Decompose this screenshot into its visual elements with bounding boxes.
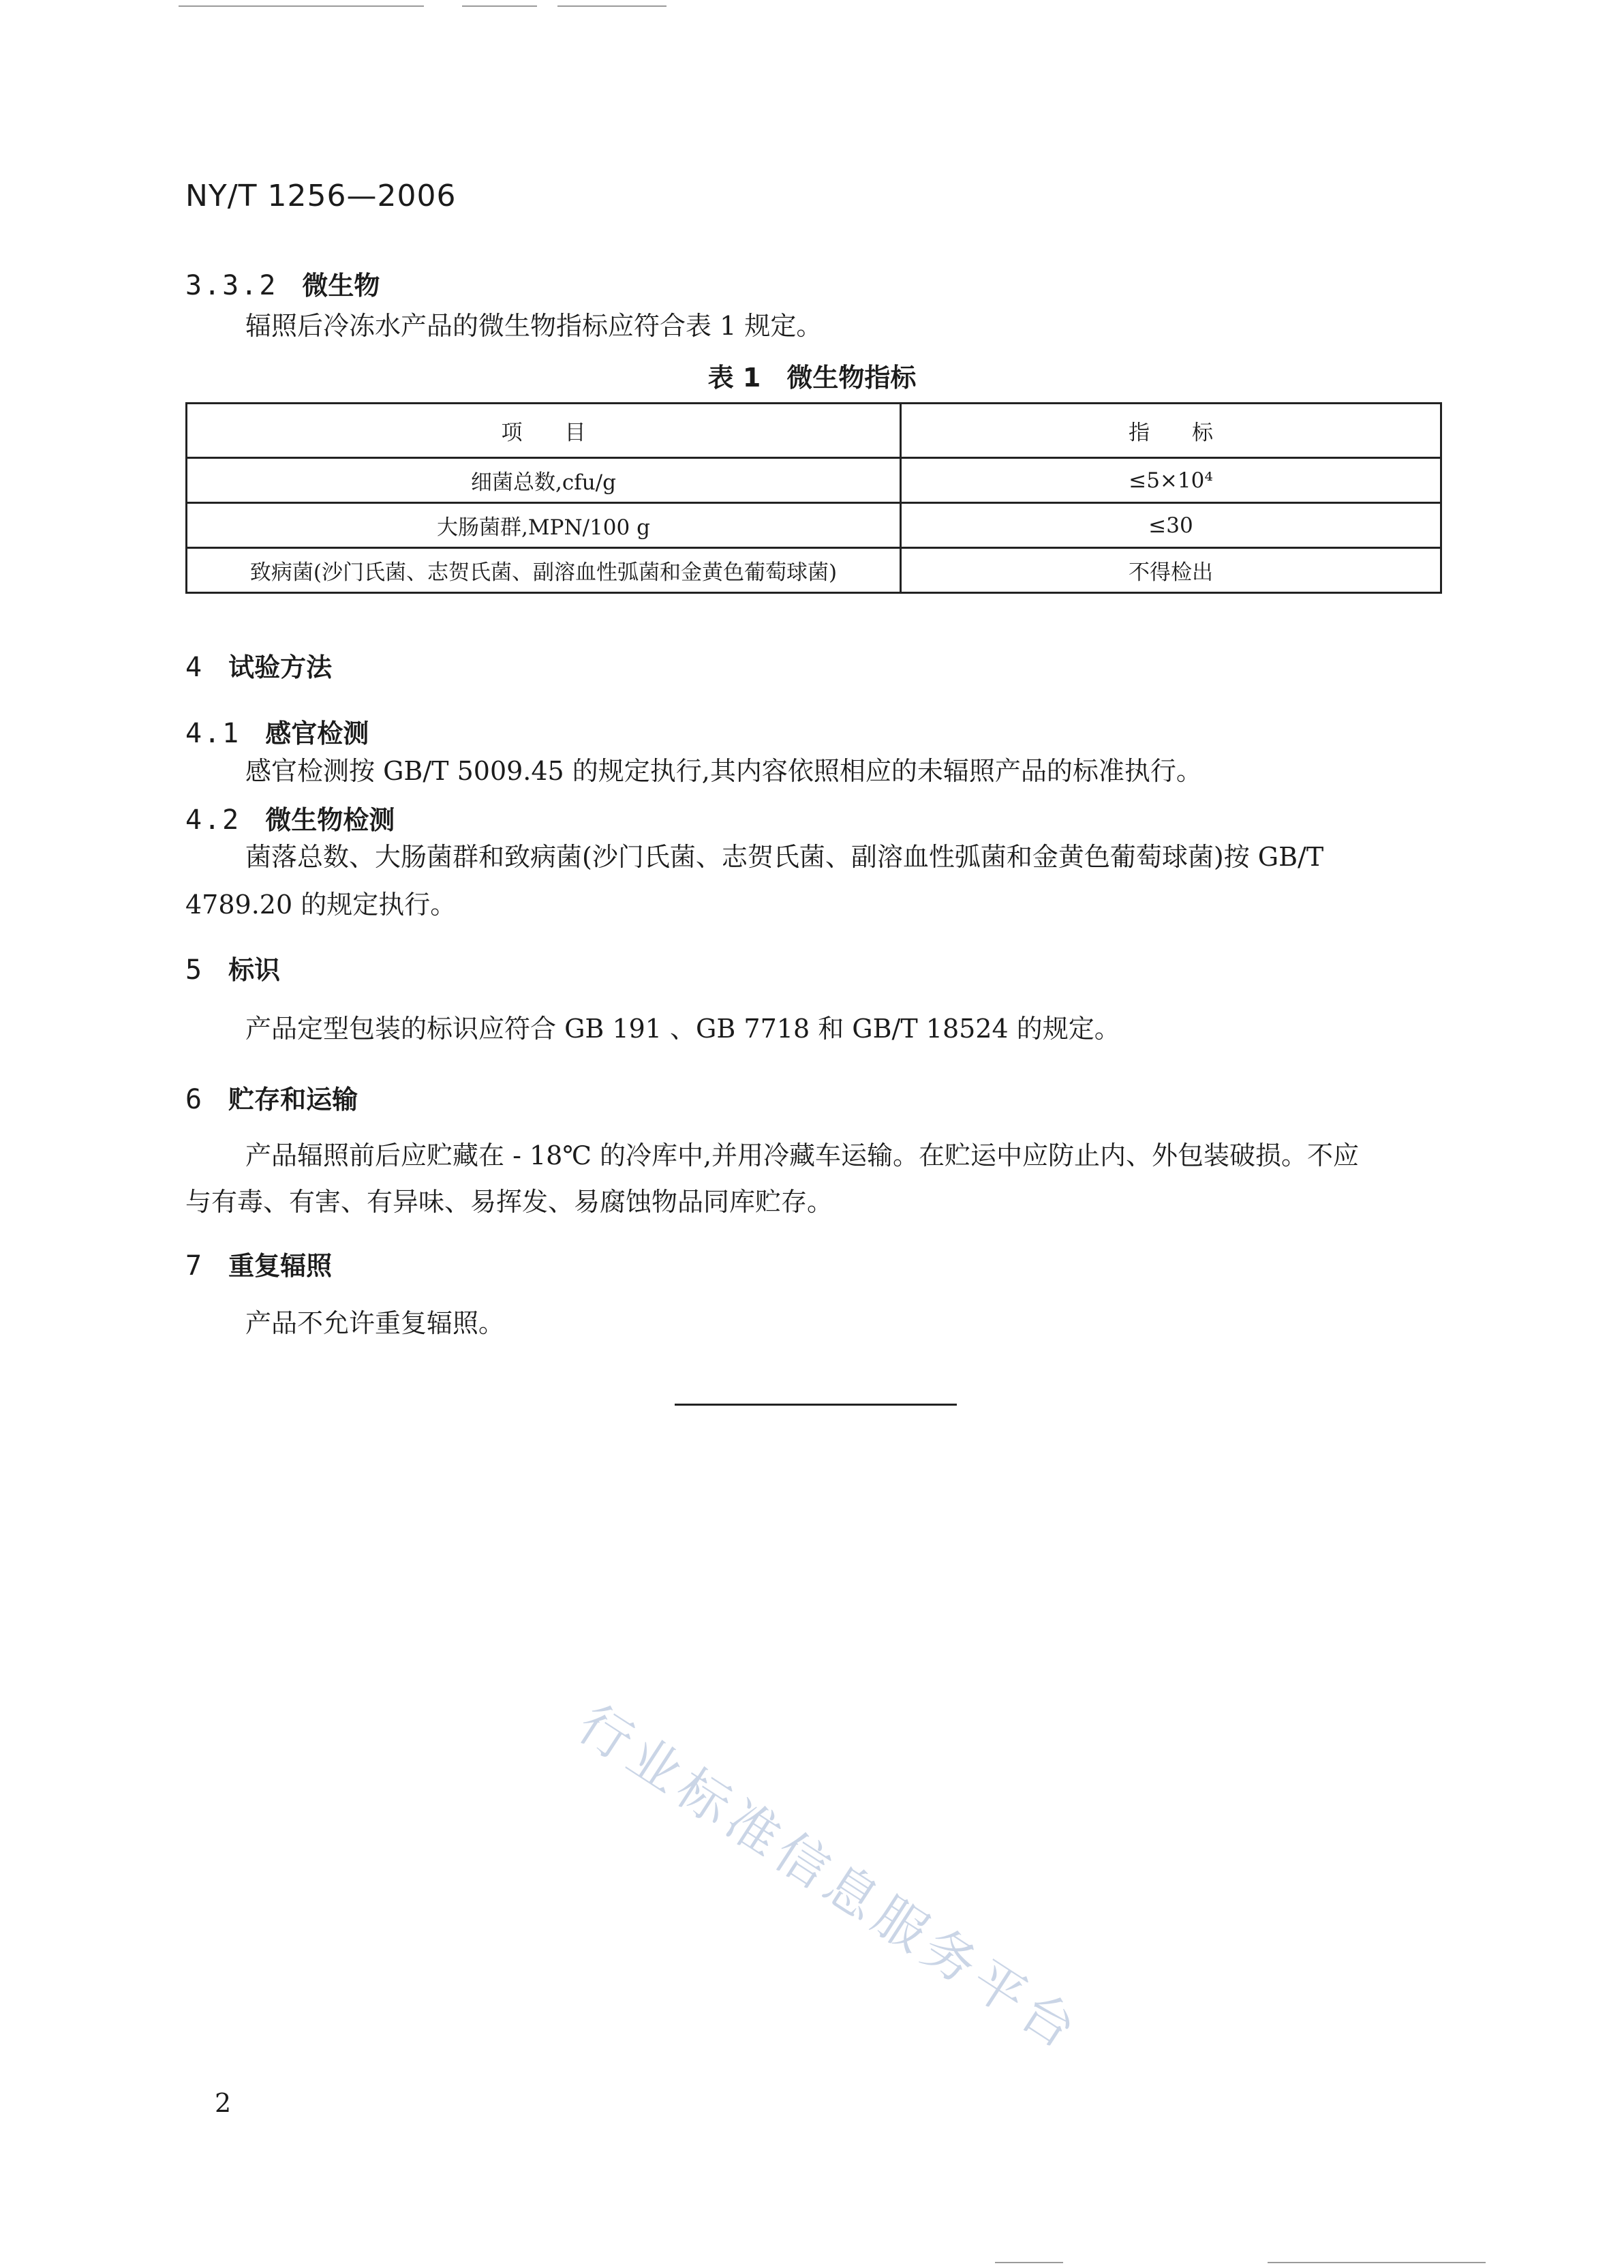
scan-artifact-line	[179, 5, 424, 7]
table-header-row	[187, 404, 1441, 458]
section-number: 4.1	[185, 718, 241, 749]
section-heading-6	[185, 1078, 358, 1116]
section-heading-7	[185, 1245, 332, 1282]
table-title: 表 1 微生物指标	[707, 363, 917, 393]
table-row	[187, 458, 1441, 503]
microbial-index-table	[185, 402, 1442, 594]
section-title: 贮存和运输	[228, 1085, 358, 1115]
table-cell: 致病菌(沙门氏菌、志贺氏菌、副溶血性弧菌和金黄色葡萄球菌)	[187, 548, 901, 593]
section-heading-4-2	[185, 799, 395, 836]
section-text-line-1: 产品辐照前后应贮藏在 - 18℃ 的冷库中,并用冷藏车运输。在贮运中应防止内、外包装破损。不应	[245, 1140, 1360, 1170]
scan-artifact-line	[462, 5, 537, 7]
page-number: 2	[215, 2088, 232, 2118]
section-text-line-1: 菌落总数、大肠菌群和致病菌(沙门氏菌、志贺氏菌、副溶血性弧菌和金黄色葡萄球菌)按 GB/T	[245, 842, 1324, 872]
table-cell: ≤5×10⁴	[901, 458, 1441, 503]
table-cell: ≤30	[901, 503, 1441, 548]
section-title: 微生物	[302, 271, 380, 301]
table-row	[187, 548, 1441, 593]
section-title: 标识	[228, 955, 281, 985]
table-cell: 不得检出	[901, 548, 1441, 593]
section-number: 5	[185, 954, 204, 986]
section-title: 试验方法	[228, 652, 333, 682]
table-row	[187, 503, 1441, 548]
table-cell: 大肠菌群,MPN/100 g	[187, 503, 901, 548]
table-header-item: 项 目	[187, 404, 901, 458]
table-cell: 细菌总数,cfu/g	[187, 458, 901, 503]
section-title: 感官检测	[265, 719, 369, 749]
section-number: 4	[185, 652, 204, 683]
watermark: 行业标准信息服务平台	[567, 1693, 1092, 2063]
section-heading-4-1	[185, 712, 369, 750]
section-text: 感官检测按 GB/T 5009.45 的规定执行,其内容依照相应的未辐照产品的标准执行。	[245, 756, 1202, 786]
section-title: 微生物检测	[265, 805, 395, 835]
section-heading-5	[185, 949, 280, 986]
section-text-line-2: 4789.20 的规定执行。	[185, 890, 457, 920]
section-number: 6	[185, 1084, 204, 1115]
section-text-line-2: 与有毒、有害、有异味、易挥发、易腐蚀物品同库贮存。	[185, 1187, 833, 1217]
scan-artifact-line	[557, 5, 667, 7]
scan-artifact-line	[1268, 2262, 1486, 2263]
section-heading-4	[185, 646, 332, 684]
end-rule	[675, 1404, 957, 1406]
standard-code: NY/T 1256—2006	[185, 179, 457, 213]
section-number: 7	[185, 1250, 204, 1282]
section-title: 重复辐照	[228, 1251, 333, 1281]
section-text: 产品不允许重复辐照。	[245, 1308, 505, 1338]
section-number: 4.2	[185, 804, 241, 836]
scan-artifact-line	[995, 2262, 1063, 2263]
section-text: 产品定型包装的标识应符合 GB 191 、GB 7718 和 GB/T 18524 的规定。	[245, 1014, 1120, 1044]
section-text: 辐照后冷冻水产品的微生物指标应符合表 1 规定。	[245, 311, 823, 341]
section-heading-3-3-2	[185, 264, 380, 302]
section-number: 3.3.2	[185, 270, 278, 301]
table-header-index: 指 标	[901, 404, 1441, 458]
